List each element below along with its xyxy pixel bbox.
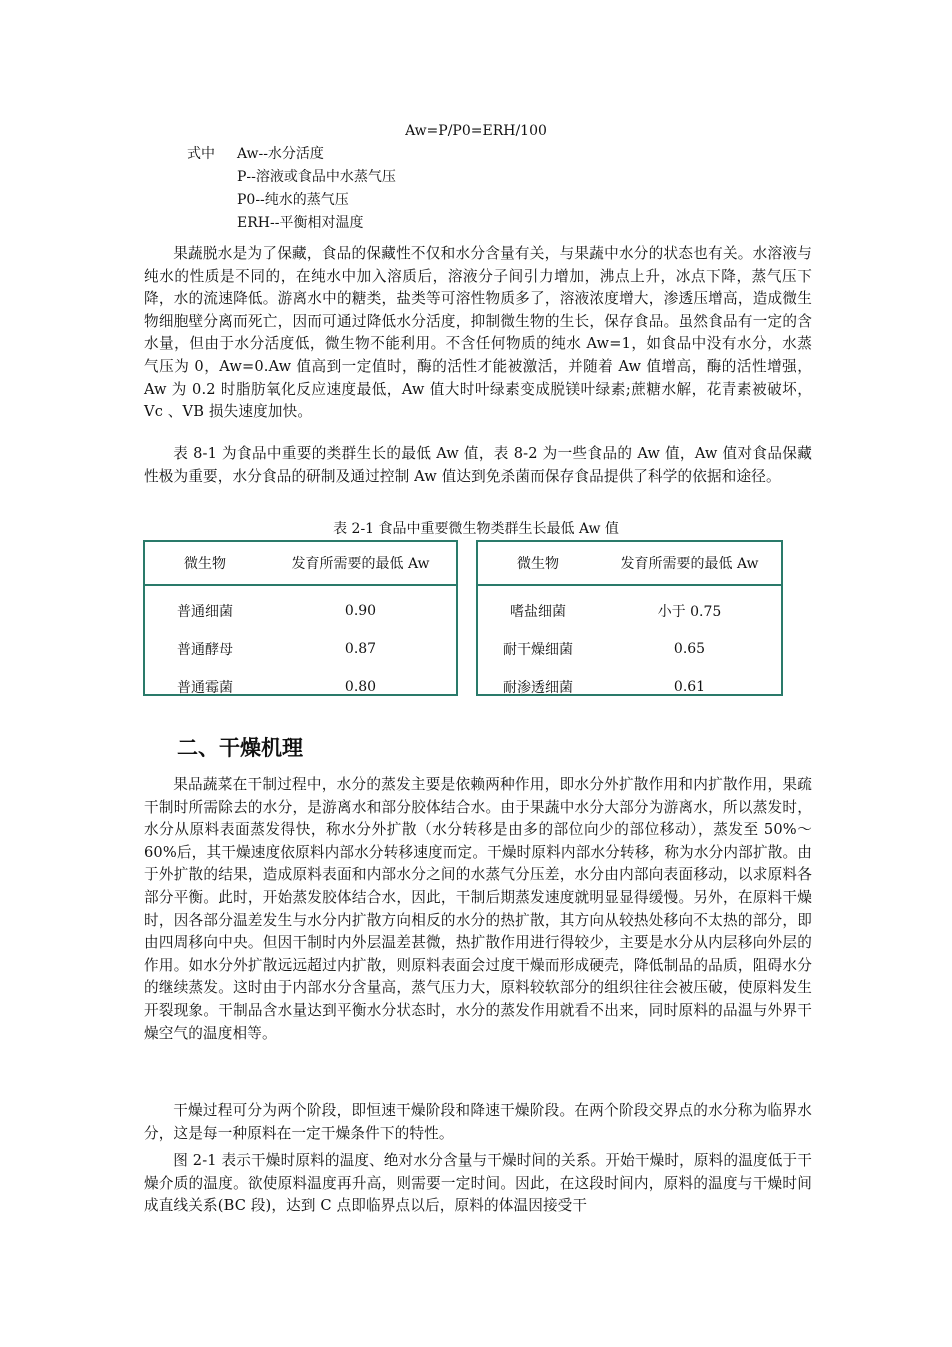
definition-row [187,166,396,189]
section-heading: 二、干燥机理 [177,736,303,760]
table-row [478,592,781,630]
paragraph-table-intro: 表 8-1 为食品中重要的类群生长的最低 Aw 值，表 8-2 为一些食品的 Aw 值，Aw 值对食品保藏性极为重要，水分食品的研制及通过控制 Aw 值达到免杀菌而保存食品提供了科学的依据和途径。 [144,445,812,485]
definition-row [187,143,396,166]
table-row [478,668,781,706]
cell-microbe: 普通细菌 [177,604,233,620]
table-right-half [476,540,783,696]
formula: Aw=P/P0=ERH/100 [405,123,547,139]
table-row [478,630,781,668]
definitions-prefix: 式中 [187,146,215,162]
definition-desc: --平衡相对温度 [269,215,364,231]
cell-value: 小于 0.75 [657,604,722,620]
table-header [478,542,781,586]
definition-symbol: P0 [237,192,256,208]
cell-microbe: 耐渗透细菌 [503,680,573,696]
paragraph-drying-stages: 干燥过程可分为两个阶段，即恒速干燥阶段和降速干燥阶段。在两个阶段交界点的水分称为临界水分，这是每一种原料在一定干燥条件下的特性。 [144,1102,812,1142]
header-min-aw: 发育所需要的最低 Aw [291,556,430,572]
definition-row [187,189,396,212]
table-row [145,668,456,706]
paragraph-water-activity: 果蔬脱水是为了保藏，食品的保藏性不仅和水分含量有关，与果蔬中水分的状态也有关。水溶液与纯水的性质是不同的，在纯水中加入溶质后，溶液分子间引力增加，沸点上升，冰点下降，蒸气压下降，水的流速降低。游离水中的糖类，盐类等可溶性物质多了，溶液浓度增大，渗透压增高，造成微生物细胞壁分离而死亡，因而可通过降低水分活度，抑制微生物的生长，保存食品。虽然食品有一定的含水量，但由于水分活度低，微生物不能利用。不含任何物质的纯水 Aw=1，如食品中没有水分，水蒸气压为 0，Aw=0.Aw 值高到一定值时，酶的活性才能被激活，并随着 Aw 值增高，酶的活性增强，Aw 为 0.2 时脂肪氧化反应速度最低，Aw 值大时叶绿素变成脱镁叶绿素;蔗糖水解，花青素被破坏，Vc 、VB 损失速度加快。 [144,245,812,421]
definition-symbol: P [237,169,247,185]
microbe-aw-table [143,540,783,696]
definition-desc: --水分活度 [258,146,324,162]
formula-definitions [187,143,396,235]
paragraph-drying-mechanism: 果品蔬菜在干制过程中，水分的蒸发主要是依赖两种作用，即水分外扩散作用和内扩散作用，果疏干制时所需除去的水分，是游离水和部分胶体结合水。由于果蔬中水分大部分为游离水，所以蒸发时，水分从原料表面蒸发得快，称水分外扩散（水分转移是由多的部位向少的部位移动），蒸发至 50%～60%后，其干燥速度依原料内部水分转移速度而定。干燥时原料内部水分转移，称为水分内部扩散。由于外扩散的结果，造成原料表面和内部水分之间的水蒸气分压差，水分由内部向表面移动，以求原料各部分平衡。此时，开始蒸发胶体结合水，因此，干制后期蒸发速度就明显显得缓慢。另外，在原料干燥时，因各部分温差发生与水分内扩散方向相反的水分的热扩散，其方向从较热处移向不太热的部分，即由四周移向中央。但因干制时内外层温差甚微，热扩散作用进行得较少，主要是水分从内层移向外层的作用。如水分外扩散远远超过内扩散，则原料表面会过度干燥而形成硬壳，降低制品的品质，阻碍水分的继续蒸发。这时由于内部水分含量高，蒸气压力大，原料较软部分的组织往往会被压破，使原料发生开裂现象。干制品含水量达到平衡水分状态时，水分的蒸发作用就看不出来，同时原料的品温与外界干燥空气的温度相等。 [144,776,812,1042]
cell-value: 0.65 [673,641,706,657]
table-row [145,592,456,630]
definition-row [187,212,396,235]
cell-microbe: 嗜盐细菌 [510,604,566,620]
cell-value: 0.80 [344,679,377,695]
header-microbe: 微生物 [517,556,559,572]
definition-desc: --纯水的蒸气压 [255,192,349,208]
cell-microbe: 耐干燥细菌 [503,642,573,658]
definition-desc: --溶液或食品中水蒸气压 [246,169,396,185]
table-left-half [143,540,458,696]
table-header [145,542,456,586]
cell-value: 0.87 [344,641,377,657]
header-microbe: 微生物 [184,556,226,572]
cell-microbe: 普通霉菌 [177,680,233,696]
definition-symbol: ERH [237,215,270,231]
header-min-aw: 发育所需要的最低 Aw [620,556,759,572]
table-caption: 表 2-1 食品中重要微生物类群生长最低 Aw 值 [333,521,619,537]
cell-value: 0.90 [344,603,377,619]
table-row [145,630,456,668]
cell-value: 0.61 [673,679,706,695]
definition-symbol: Aw [237,146,259,162]
cell-microbe: 普通酵母 [177,642,233,658]
paragraph-figure-description: 图 2-1 表示干燥时原料的温度、绝对水分含量与干燥时间的关系。开始干燥时，原料的温度低于干燥介质的温度。欲使原料温度再升高，则需要一定时间。因此，在这段时间内，原料的温度与干燥时间成直线关系(BC 段)，达到 C 点即临界点以后，原料的体温因接受干 [144,1152,812,1215]
